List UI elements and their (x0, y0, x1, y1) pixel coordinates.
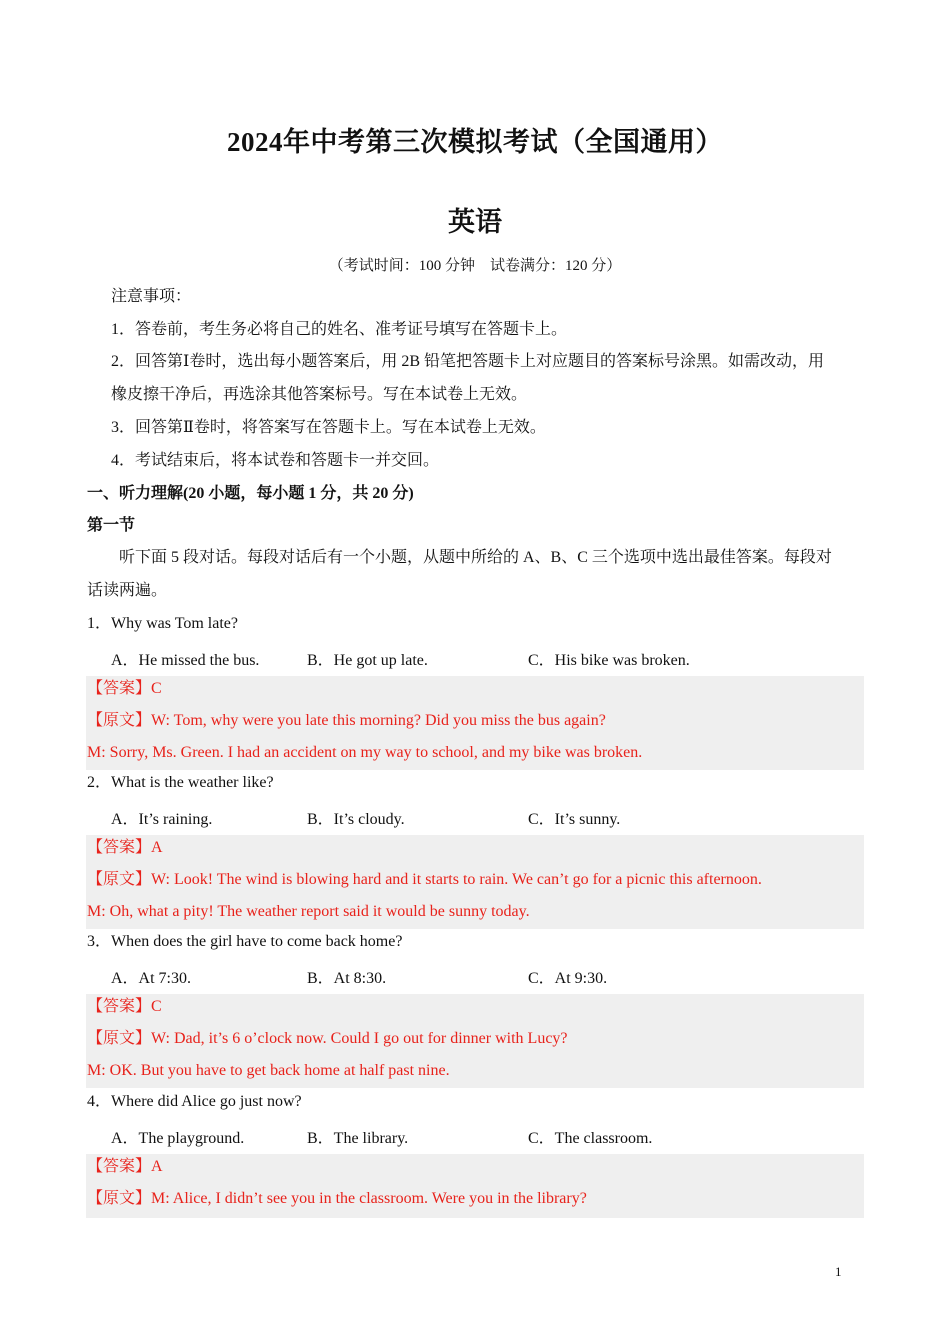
section-heading: 一、听力理解(20 小题，每小题 1 分，共 20 分) (87, 485, 414, 502)
script-tag: 【原文】 (87, 871, 152, 888)
subject-title: 英语 (448, 207, 502, 237)
script-tag: 【原文】 (87, 1190, 152, 1207)
question-stem: 2．What is the weather like? (87, 774, 274, 791)
script-line: M: Sorry, Ms. Green. I had an accident on my way to school, and my bike was broken. (87, 744, 643, 761)
answer-box (86, 835, 864, 929)
option-c: C．At 9:30. (528, 970, 608, 987)
answer-value: C (151, 680, 162, 697)
exam-info: （考试时间：100 分钟 试卷满分：120 分） (328, 258, 622, 274)
instruction-text: 听下面 5 段对话。每段对话后有一个小题，从题中所给的 A、B、C 三个选项中选出最佳答案。每段对 (119, 549, 832, 566)
answer-box (86, 994, 864, 1088)
answer-tag: 【答案】 (87, 1158, 152, 1175)
question-stem: 3．When does the girl have to come back home? (87, 933, 403, 950)
answer-value: A (151, 839, 163, 856)
script-line: M: OK. But you have to get back home at half past nine. (87, 1062, 450, 1079)
answer-tag: 【答案】 (87, 839, 152, 856)
option-c: C．It’s sunny. (528, 811, 621, 828)
option-a: A．It’s raining. (111, 811, 213, 828)
script-line: W: Dad, it’s 6 o’clock now. Could I go out for dinner with Lucy? (151, 1030, 568, 1047)
option-b: B．The library. (307, 1130, 409, 1147)
question-stem: 4．Where did Alice go just now? (87, 1093, 302, 1110)
script-tag: 【原文】 (87, 1030, 152, 1047)
note-item: 2．回答第Ⅰ卷时，选出每小题答案后，用 2B 铅笔把答题卡上对应题目的答案标号涂黑。如需改动，用 (111, 353, 824, 370)
script-line: M: Alice, I didn’t see you in the classroom. Were you in the library? (151, 1190, 587, 1207)
part-heading: 第一节 (87, 517, 136, 534)
question-stem: 1．Why was Tom late? (87, 615, 238, 632)
option-a: A．The playground. (111, 1130, 245, 1147)
answer-tag: 【答案】 (87, 998, 152, 1015)
note-item: 3．回答第Ⅱ卷时，将答案写在答题卡上。写在本试卷上无效。 (111, 419, 546, 436)
page-title: 2024年中考第三次模拟考试（全国通用） (227, 127, 723, 157)
instruction-text-cont: 话读两遍。 (87, 582, 168, 599)
option-c: C．His bike was broken. (528, 652, 690, 669)
option-b: B．He got up late. (307, 652, 428, 669)
option-b: B．At 8:30. (307, 970, 387, 987)
note-item: 4．考试结束后，将本试卷和答题卡一并交回。 (111, 452, 440, 469)
answer-value: C (151, 998, 162, 1015)
answer-box (86, 676, 864, 770)
answer-box (86, 1154, 864, 1218)
option-c: C．The classroom. (528, 1130, 653, 1147)
script-line: M: Oh, what a pity! The weather report said it would be sunny today. (87, 903, 530, 920)
notes-heading: 注意事项： (111, 288, 192, 305)
note-item: 橡皮擦干净后，再选涂其他答案标号。写在本试卷上无效。 (111, 386, 528, 403)
script-line: W: Tom, why were you late this morning? Did you miss the bus again? (151, 712, 606, 729)
option-a: A．At 7:30. (111, 970, 192, 987)
note-item: 1．答卷前，考生务必将自己的姓名、准考证号填写在答题卡上。 (111, 321, 568, 338)
script-tag: 【原文】 (87, 712, 152, 729)
page-number: 1 (835, 1264, 842, 1279)
answer-tag: 【答案】 (87, 680, 152, 697)
option-b: B．It’s cloudy. (307, 811, 405, 828)
answer-value: A (151, 1158, 163, 1175)
option-a: A．He missed the bus. (111, 652, 260, 669)
script-line: W: Look! The wind is blowing hard and it starts to rain. We can’t go for a picnic this afternoon. (151, 871, 762, 888)
